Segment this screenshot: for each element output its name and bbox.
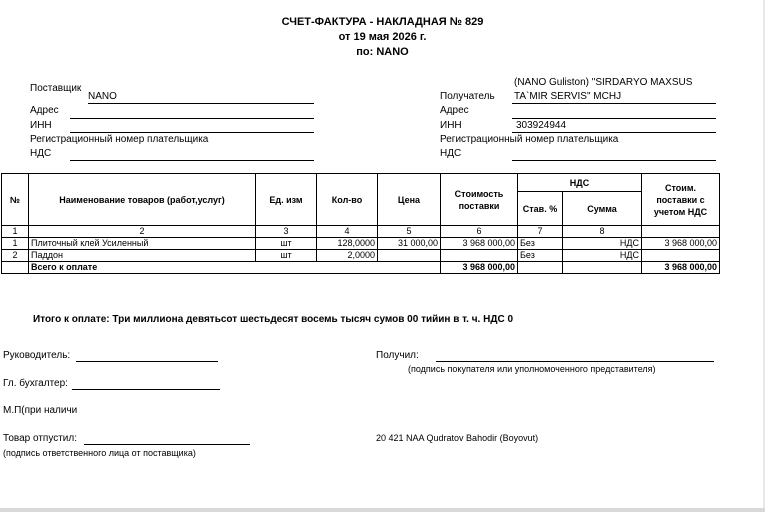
received-note: (подпись покупателя или уполномоченного представителя): [408, 364, 656, 374]
header-nds-sum: Сумма: [563, 192, 642, 226]
row-total: 3 968 000,00: [642, 238, 720, 250]
total-nds-rate: [518, 262, 563, 274]
recipient-label: Получатель: [440, 91, 495, 102]
recipient-address-label: Адрес: [440, 105, 469, 116]
row-num: 2: [2, 250, 29, 262]
row-cost: [441, 250, 518, 262]
supplier-inn-underline: [70, 132, 314, 133]
row-qty: 128,0000: [317, 238, 378, 250]
invoice-table: [1, 173, 720, 274]
header-total: Стоим. поставки с учетом НДС: [642, 174, 720, 226]
row-price: 31 000,00: [378, 238, 441, 250]
header-name: Наименование товаров (работ,услуг): [29, 174, 256, 226]
header-nds: НДС: [518, 174, 642, 192]
recipient-address-underline: [512, 118, 716, 119]
total-in-words: Итого к оплате: Три миллиона девятьсот шестьдесят восемь тысяч сумов 00 тийин в т. ч. НДС 0: [33, 314, 514, 325]
document-title: СЧЕТ-ФАКТУРА - НАКЛАДНАЯ № 829: [281, 16, 484, 28]
received-label: Получил:: [376, 350, 419, 361]
supplier-address-underline: [70, 118, 314, 119]
released-signature-line: [84, 444, 250, 445]
total-row: [2, 262, 720, 274]
row-nds-rate: Без: [518, 250, 563, 262]
supplier-reg-label: Регистрационный номер плательщика: [30, 134, 209, 145]
row-nds-sum: НДС: [563, 238, 642, 250]
director-signature-line: [76, 361, 218, 362]
total-row-spacer: [2, 262, 29, 274]
col-number-6: 6: [441, 226, 518, 238]
accountant-label: Гл. бухгалтер:: [3, 378, 68, 389]
header-nds-rate: Став. %: [518, 192, 563, 226]
supplier-nds-underline: [70, 160, 314, 161]
row-num: 1: [2, 238, 29, 250]
released-note: (подпись ответственного лица от поставщика): [3, 448, 196, 458]
table-row: [2, 250, 720, 262]
col-number-1: 1: [2, 226, 29, 238]
recipient-inn-underline: [512, 132, 716, 133]
director-label: Руководитель:: [3, 350, 71, 361]
recipient-value-line1: (NANO Guliston) "SIRDARYO MAXSUS: [514, 77, 693, 88]
recipient-inn-label: ИНН: [440, 120, 462, 131]
document-po: по: NANO: [356, 46, 409, 58]
document-date: от 19 мая 2026 г.: [338, 31, 427, 43]
total-nds-sum: [563, 262, 642, 274]
window-bottom-edge: [0, 508, 765, 512]
header-qty: Кол-во: [317, 174, 378, 226]
recipient-value-line2: TA`MIR SERVIS" MCHJ: [514, 91, 622, 102]
stamp-label: М.П(при наличи: [3, 405, 78, 416]
row-unit: шт: [256, 238, 317, 250]
col-number-7: 7: [518, 226, 563, 238]
supplier-label: Поставщик: [30, 83, 82, 94]
header-cost: Стоимость поставки: [441, 174, 518, 226]
row-cost: 3 968 000,00: [441, 238, 518, 250]
row-nds-rate: Без: [518, 238, 563, 250]
total-label: Всего к оплате: [29, 262, 441, 274]
supplier-value: NANO: [88, 91, 117, 102]
col-number-5: 5: [378, 226, 441, 238]
released-label: Товар отпустил:: [3, 433, 77, 444]
row-qty: 2,0000: [317, 250, 378, 262]
row-nds-sum: НДС: [563, 250, 642, 262]
col-number-8: 8: [563, 226, 642, 238]
col-number-3: 3: [256, 226, 317, 238]
recipient-nds-label: НДС: [440, 148, 462, 159]
supplier-nds-label: НДС: [30, 148, 52, 159]
supplier-address-label: Адрес: [30, 105, 59, 116]
row-name: Плиточный клей Усиленный: [29, 238, 256, 250]
header-unit: Ед. изм: [256, 174, 317, 226]
receiver-name: 20 421 NAA Qudratov Bahodir (Boyovut): [376, 433, 539, 443]
row-name: Паддон: [29, 250, 256, 262]
supplier-inn-label: ИНН: [30, 120, 52, 131]
col-number-4: 4: [317, 226, 378, 238]
received-signature-line: [436, 361, 714, 362]
row-price: [378, 250, 441, 262]
header-price: Цена: [378, 174, 441, 226]
col-number-9: [642, 226, 720, 238]
total-with-nds: 3 968 000,00: [642, 262, 720, 274]
recipient-underline: [512, 103, 716, 104]
accountant-signature-line: [72, 389, 220, 390]
row-total: [642, 250, 720, 262]
recipient-inn-value: 303924944: [516, 120, 567, 131]
recipient-reg-label: Регистрационный номер плательщика: [440, 134, 619, 145]
recipient-nds-underline: [512, 160, 716, 161]
total-cost: 3 968 000,00: [441, 262, 518, 274]
col-number-2: 2: [29, 226, 256, 238]
header-num: №: [2, 174, 29, 226]
supplier-underline: [88, 103, 314, 104]
row-unit: шт: [256, 250, 317, 262]
table-row: [2, 238, 720, 250]
